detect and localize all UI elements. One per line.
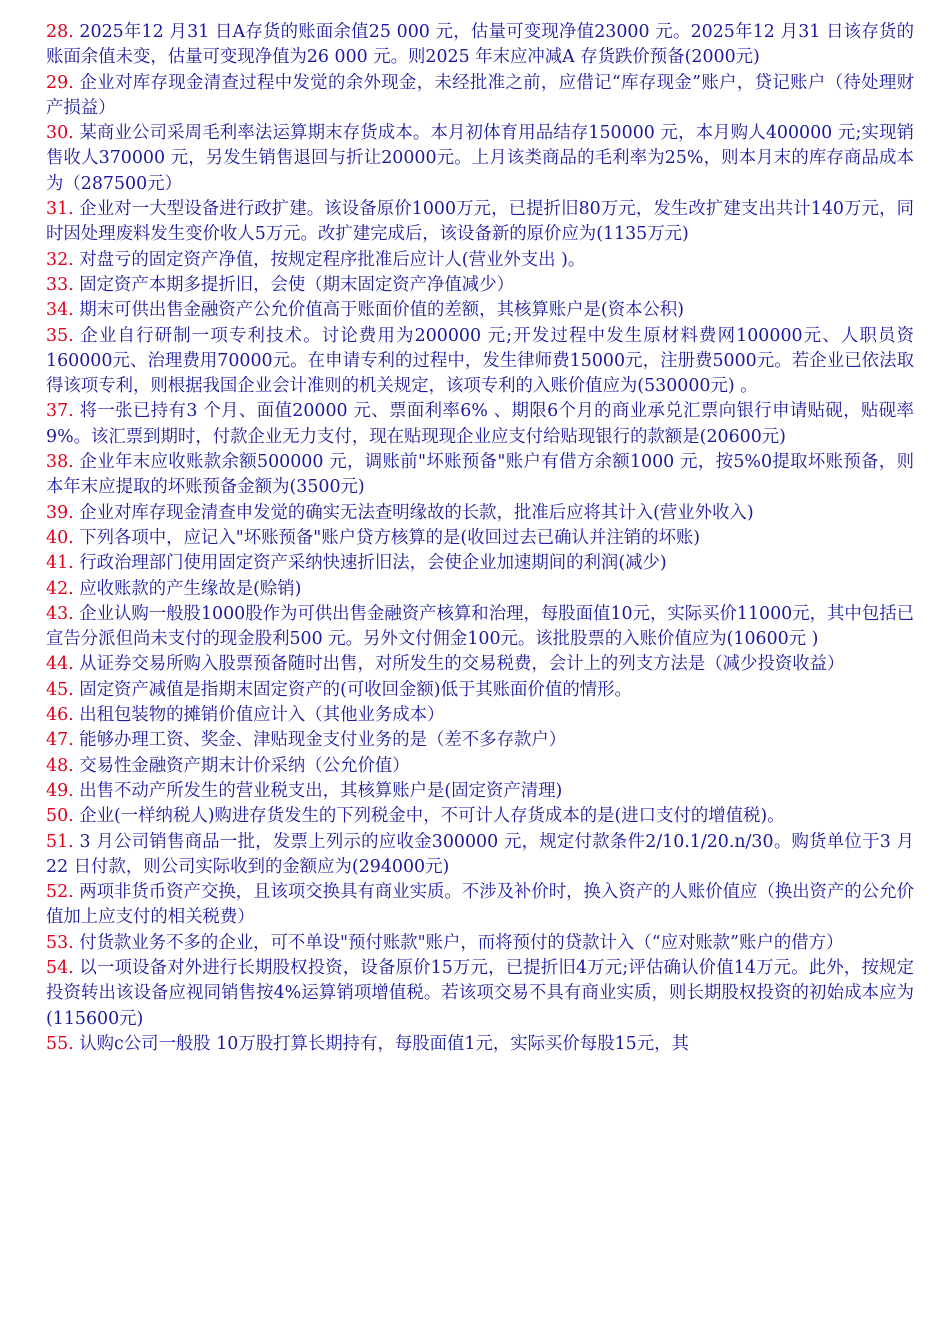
question-item [46,273,914,298]
question-number: 35. [46,325,74,346]
question-item [46,248,914,273]
question-item [46,652,914,677]
question-answer: （差不多存款户） [427,730,567,751]
question-answer: (营业外支出 )。 [461,249,586,270]
question-text: 企业认购一般股1000股作为可供出售金融资产核算和治理，每股面值10元，实际买价11000元，其中包括已宣告分派但尚未支付的现金股利500 元。另外文付佣金100元。该批股票的入账价值应为 [46,603,914,650]
question-answer: （待处理财产损益） [46,72,914,118]
question-number: 44. [46,654,74,675]
question-answer: （其他业务成本） [305,705,445,726]
question-text: 企业对一大型设备进行政扩建。该设备原价1000万元，已提折旧80万元，发生改扩建支出共计140万元，同时因处理废料发生变价收人5万元。改扩建完成后，该设备新的原价应为 [46,199,914,245]
question-text: 付货款业务不多的企业，可不单设"预付账款"账户，而将预付的贷款计入 [73,932,635,953]
question-text: 企业年末应收账款余额500000 元，调账前"坏账预备"账户有借方余额1000 元，按5%0提取坏账预备，则本年末应提取的坏账预备金额为 [46,452,914,498]
question-answer: (固定资产清理) [444,780,563,801]
question-answer: (530000元) 。 [637,376,758,397]
question-answer: (1135万元) [596,224,689,245]
question-number: 47. [46,730,74,751]
question-item [46,703,914,728]
question-number: 50. [46,806,74,827]
question-item [46,551,914,576]
question-number: 32. [46,249,74,270]
question-answer: (294000元) [351,856,450,877]
question-item [46,728,914,753]
question-text: 下列各项中，应记入"坏账预备"账户贷方核算的是 [73,527,461,548]
question-number: 33. [46,274,74,295]
question-number: 55. [46,1033,74,1054]
question-answer: (可收回金额)低于其账面价值的情形。 [340,679,632,700]
question-item [46,71,914,122]
question-item [46,830,914,881]
question-item [46,121,914,197]
question-number: 39. [46,502,74,523]
question-item [46,1032,914,1057]
question-answer: (20600元) [699,426,786,447]
question-number: 34. [46,300,74,321]
question-number: 51. [46,831,74,852]
question-number: 41. [46,553,74,574]
question-answer: （287500元） [63,173,182,194]
question-item [46,20,914,71]
question-text: 出租包装物的摊销价值应计入 [73,705,306,726]
question-number: 40. [46,527,74,548]
question-text: 3 月公司销售商品一批，发票上列示的应收金300000 元，规定付款条件2/10.1/20.n/30。购货单位于3 月22 日付款，则公司实际收到的金额应为 [46,831,914,877]
question-item [46,526,914,551]
question-number: 53. [46,932,74,953]
question-answer: （公允价值） [305,755,410,776]
question-number: 54. [46,957,74,978]
question-text: 行政治理部门使用固定资产采纳快速折旧法，会使企业加速期间的利润 [73,553,619,574]
question-number: 42. [46,578,74,599]
question-item [46,324,914,400]
question-number: 30. [46,123,74,144]
question-number: 28. [46,22,74,42]
question-text: 期末可供出售金融资产公允价值高于账面价值的差额，其核算账户是 [73,300,601,321]
question-answer: （“应对账款”账户的借方） [634,932,844,953]
question-answer: (赊销) [253,578,302,599]
question-item [46,678,914,703]
question-item [46,931,914,956]
question-answer: （期末固定资产净值减少） [305,274,514,295]
question-text: 应收账款的产生缘故是 [73,578,254,599]
question-answer: (收回过去已确认并注销的坏账) [460,527,701,548]
question-text: 能够办理工资、奖金、津贴现金支付业务的是 [73,730,428,751]
question-number: 49. [46,780,74,801]
question-answer: （减少投资收益） [705,654,845,675]
question-text: 企业对库存现金清查过程中发觉的余外现金，未经批准之前，应借记“库存现金”账户，贷记账户 [73,72,826,93]
question-answer: （换出资产的公允价值加上应支付的相关税费） [46,882,914,928]
question-text: 2025年12 月31 日A存货的账面余值25 000 元，估量可变现净值23000 元。2025年12 月31 日该存货的账面余值未变，估量可变现净值为26 000 元。则2025 年末应冲减A 存货跌价预备 [46,22,914,68]
question-number: 37. [46,401,74,422]
question-text: 以一项设备对外进行长期股权投资，设备原价15万元，已提折旧4万元;评估确认价值14万元。此外，按规定投资转出该设备应视同销售按4%运算销项增值税。若该项交易不具有商业实质，则长期股权投资的初始成本应为 [46,957,914,1004]
question-text: 固定资产本期多提折旧，会使 [73,274,306,295]
question-text: 交易性金融资产期末计价采纳 [73,755,306,776]
question-number: 43. [46,603,74,624]
question-answer: (资本公积) [600,300,685,321]
question-answer: (进口支付的增值税)。 [614,806,785,827]
question-text: 对盘亏的固定资产净值，按规定程序批准后应计人 [73,249,462,270]
question-text: 出售不动产所发生的营业税支出，其核算账户是 [73,780,445,801]
question-item [46,450,914,501]
question-text: 从证券交易所购入股票预备随时出售，对所发生的交易税费，会计上的列支方法是 [73,654,706,675]
question-number: 48. [46,755,74,776]
question-answer: (3500元) [289,477,365,498]
question-number: 46. [46,705,74,726]
question-item [46,779,914,804]
question-answer: (2000元) [684,47,760,68]
question-text: 企业对库存现金清查申发觉的确实无法查明缘故的长款，批准后应将其计入 [73,502,654,523]
question-number: 38. [46,452,74,473]
question-text: 某商业公司采周毛利率法运算期末存货成本。本月初体育用品结存150000 元，本月购人400000 元;实现销售收人370000 元，另发生销售退回与折让20000元。上月该类商品的毛利率为25%，则本月末的库存商品成本为 [46,123,914,194]
question-number: 31. [46,199,74,220]
question-text: 固定资产减值是指期末固定资产的 [73,679,341,700]
question-text: 企业(一样纳税人)购进存货发生的下列税金中，不可计人存货成本的是 [73,806,615,827]
question-item [46,197,914,248]
question-item [46,754,914,779]
question-answer: (10600元 ) [726,629,819,650]
question-number: 52. [46,882,74,903]
question-item [46,399,914,450]
question-text: 认购c公司一般股 10万股打算长期持有，每股面值1元，实际买价每股15元，其 [73,1033,689,1054]
question-item [46,956,914,1032]
question-item [46,602,914,653]
question-number: 29. [46,72,74,93]
question-answer: (减少) [618,553,667,574]
question-answer: (营业外收入) [653,502,754,523]
question-text: 将一张已持有3 个月、面值20000 元、票面利率6% 、期限6个月的商业承兑汇票向银行申请贴砚，贴砚率9%。该汇票到期时，付款企业无力支付，现在贴现现企业应支付给贴现银行的款额是 [46,401,914,447]
question-text: 企业自行研制一项专利技术。讨论费用为200000 元;开发过程中发生原材料费网100000元、人职员资160000元、治理费用70000元。在申请专利的过程中，发生律师费15000元，注册费5000元。若企业已依法取得该项专利，则根据我国企业会计准则的机关规定，该项专利的入账价值应为 [46,325,914,397]
question-number: 45. [46,679,74,700]
question-item [46,501,914,526]
question-item [46,577,914,602]
question-text: 两项非货币资产交换，且该项交换具有商业实质。不涉及补价时，换入资产的人账价值应 [73,882,758,903]
question-item [46,298,914,323]
question-answer: (115600元) [46,1008,144,1029]
question-item [46,880,914,931]
question-item [46,804,914,829]
